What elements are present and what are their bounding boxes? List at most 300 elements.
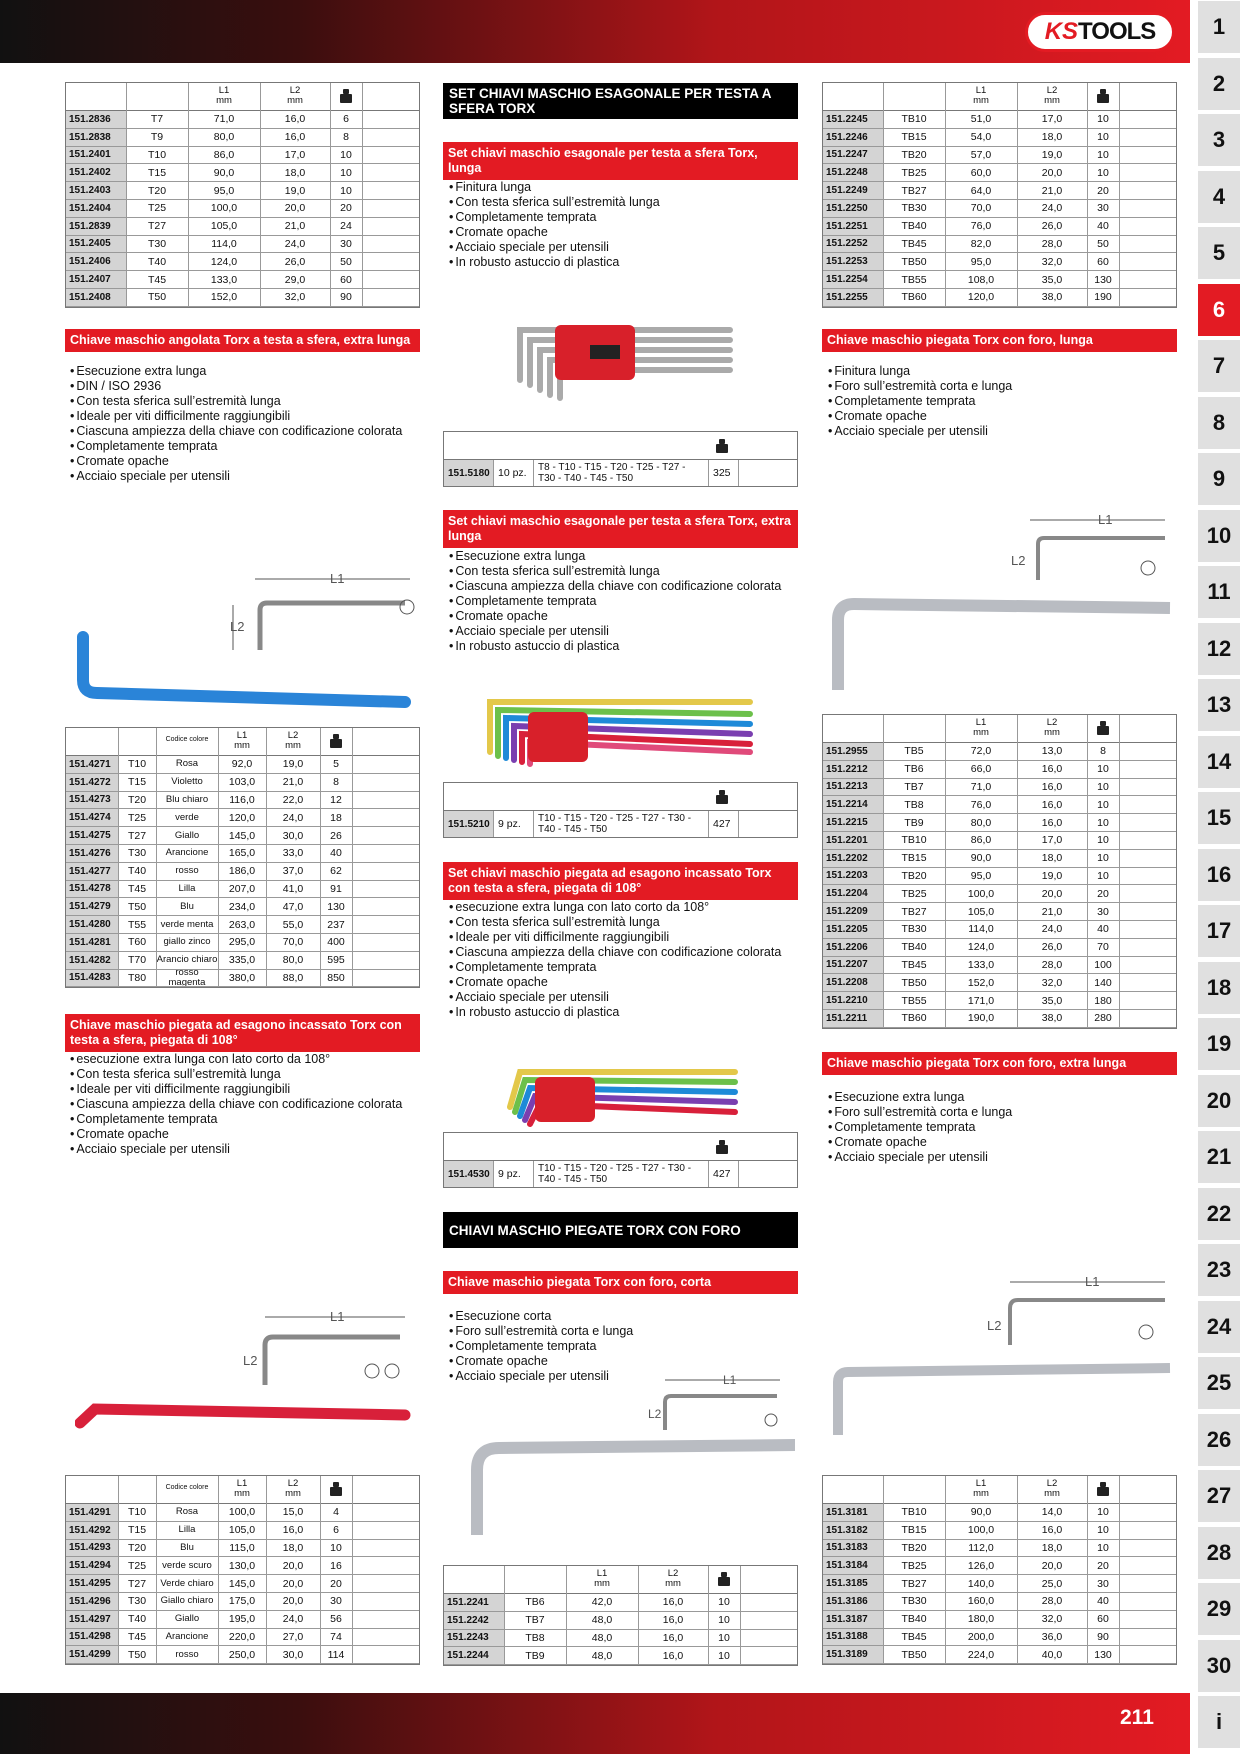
article-code: 151.2248 bbox=[823, 164, 883, 181]
cell: 32,0 bbox=[1041, 976, 1063, 989]
cell: 41,0 bbox=[282, 882, 304, 895]
article-code: 151.2245 bbox=[823, 111, 883, 128]
cell: 80,0 bbox=[970, 816, 992, 829]
cell: T20 bbox=[147, 184, 167, 197]
cell: 95,0 bbox=[970, 255, 992, 268]
cell: TB25 bbox=[901, 887, 927, 900]
article-code: 151.2206 bbox=[823, 939, 883, 956]
cell: 60 bbox=[1097, 1613, 1109, 1626]
weight-icon bbox=[1097, 1482, 1109, 1496]
cell: T27 bbox=[147, 220, 167, 233]
table-row bbox=[823, 1611, 1176, 1629]
bullet-item: • Ciascuna ampiezza della chiave con codificazione colorata bbox=[449, 579, 794, 594]
cell: 80,0 bbox=[282, 954, 304, 967]
bullet-item: • Foro sull’estremità corta e lunga bbox=[828, 379, 1173, 394]
article-code: 151.2406 bbox=[66, 253, 126, 270]
set1-weight: 325 bbox=[709, 460, 739, 486]
cell: 66,0 bbox=[970, 763, 992, 776]
cell: 32,0 bbox=[1041, 1613, 1063, 1626]
chapter-tab-9[interactable]: 9 bbox=[1198, 453, 1240, 505]
cell: 20,0 bbox=[282, 1559, 304, 1572]
table-151-4271 bbox=[65, 727, 420, 988]
article-code: 151.2252 bbox=[823, 236, 883, 253]
chapter-tab-21[interactable]: 21 bbox=[1198, 1131, 1240, 1183]
bullet-item: • Esecuzione extra lunga bbox=[449, 549, 794, 564]
cell: TB30 bbox=[901, 1595, 927, 1608]
cell: 130,0 bbox=[228, 1559, 256, 1572]
bullet-item: • esecuzione extra lunga con lato corto da 108° bbox=[449, 900, 794, 915]
table-row bbox=[823, 1629, 1176, 1647]
cell: 17,0 bbox=[1041, 834, 1063, 847]
cell: 90,0 bbox=[970, 1506, 992, 1519]
article-code: 151.2251 bbox=[823, 218, 883, 235]
article-code: 151.2255 bbox=[823, 289, 883, 306]
bullet-item: • Cromate opache bbox=[449, 609, 794, 624]
cell: TB10 bbox=[901, 834, 927, 847]
table-row bbox=[823, 182, 1176, 200]
article-code: 151.2208 bbox=[823, 974, 883, 991]
chapter-tab-6[interactable]: 6 bbox=[1198, 284, 1240, 336]
cell: 10 bbox=[718, 1596, 730, 1609]
chapter-tab-27[interactable]: 27 bbox=[1198, 1470, 1240, 1522]
cell: 112,0 bbox=[968, 1541, 994, 1554]
table-151-2245 bbox=[822, 82, 1177, 308]
chapter-tab-17[interactable]: 17 bbox=[1198, 905, 1240, 957]
table-151-2955 bbox=[822, 714, 1177, 1029]
column-divider bbox=[218, 728, 219, 987]
cell: 145,0 bbox=[228, 829, 256, 842]
cell: 60 bbox=[1097, 255, 1109, 268]
cell: 80,0 bbox=[213, 131, 235, 144]
cell: Rosa bbox=[175, 758, 199, 770]
cell: 126,0 bbox=[967, 1559, 995, 1572]
cell: T45 bbox=[127, 1630, 147, 1643]
ks-tools-logo bbox=[1025, 12, 1175, 52]
cell: Blu bbox=[180, 1541, 194, 1553]
article-code: 151.4276 bbox=[66, 845, 118, 862]
cell: Giallo bbox=[174, 829, 200, 841]
cell: TB40 bbox=[901, 220, 927, 233]
column-divider bbox=[1087, 715, 1088, 1028]
table-row bbox=[444, 1612, 797, 1630]
cell: 26,0 bbox=[284, 255, 306, 268]
set2-bullets bbox=[449, 549, 794, 654]
article-code: 151.4298 bbox=[66, 1629, 118, 1646]
cell: 10 bbox=[718, 1631, 730, 1644]
cell: 6 bbox=[343, 113, 349, 126]
label-l2: L2 bbox=[230, 619, 245, 634]
column-divider bbox=[945, 83, 946, 307]
cell: 116,0 bbox=[229, 793, 255, 806]
table-row bbox=[823, 111, 1176, 129]
cell: 60 bbox=[340, 273, 352, 286]
article-code: 151.2836 bbox=[66, 111, 126, 128]
cell: 88,0 bbox=[282, 971, 304, 984]
article-code: 151.4274 bbox=[66, 809, 118, 826]
cell: TB45 bbox=[901, 958, 927, 971]
cell: 105,0 bbox=[228, 1524, 256, 1537]
cell: T20 bbox=[127, 1541, 147, 1554]
cell: 10 bbox=[340, 148, 352, 161]
cell: 28,0 bbox=[1041, 1595, 1063, 1608]
cell: 263,0 bbox=[228, 918, 256, 931]
xlunga-title: Chiave maschio piegata Torx con foro, extra lunga bbox=[822, 1052, 1177, 1075]
header-l2: L2 mm bbox=[1044, 85, 1060, 106]
article-code: 151.2250 bbox=[823, 200, 883, 217]
cell: 237 bbox=[327, 918, 345, 931]
table-row bbox=[823, 200, 1176, 218]
cell: 234,0 bbox=[228, 900, 256, 913]
chapter-tab-24[interactable]: 24 bbox=[1198, 1301, 1240, 1353]
chapter-tab-19[interactable]: 19 bbox=[1198, 1018, 1240, 1070]
chapter-tab-28[interactable]: 28 bbox=[1198, 1527, 1240, 1579]
cell: 72,0 bbox=[970, 745, 992, 758]
cell: TB50 bbox=[901, 255, 927, 268]
cell: 86,0 bbox=[970, 834, 992, 847]
article-code: 151.4278 bbox=[66, 881, 118, 898]
cell: Blu bbox=[180, 900, 194, 912]
cell: 5 bbox=[333, 758, 339, 771]
cell: T25 bbox=[127, 1559, 147, 1572]
column-divider bbox=[352, 1476, 353, 1664]
cell: T50 bbox=[127, 1648, 147, 1661]
article-code: 151.2215 bbox=[823, 814, 883, 831]
cell: 40 bbox=[1097, 923, 1109, 936]
cell: 10 bbox=[1097, 166, 1109, 179]
table-row bbox=[66, 200, 419, 218]
set2-table bbox=[443, 782, 798, 838]
cell: 90,0 bbox=[970, 852, 992, 865]
chapter-tab-23[interactable]: 23 bbox=[1198, 1244, 1240, 1296]
cell: T45 bbox=[127, 882, 147, 895]
xlunga-key-illustration bbox=[830, 1270, 1175, 1440]
header-color: Codice colore bbox=[165, 736, 209, 743]
cell: 27,0 bbox=[282, 1630, 304, 1643]
article-code: 151.4297 bbox=[66, 1611, 118, 1628]
cell: 18,0 bbox=[1041, 852, 1063, 865]
article-code: 151.2203 bbox=[823, 868, 883, 885]
cell: 42,0 bbox=[591, 1596, 613, 1609]
bullet-item: • Completamente temprata bbox=[828, 394, 1173, 409]
article-code: 151.4271 bbox=[66, 756, 118, 773]
cell: 10 bbox=[1097, 780, 1109, 793]
cell: T10 bbox=[127, 758, 147, 771]
bullet-item: • Esecuzione extra lunga bbox=[70, 364, 420, 379]
cell: 20,0 bbox=[1041, 166, 1063, 179]
cell: 200,0 bbox=[967, 1630, 995, 1643]
column-divider bbox=[638, 1566, 639, 1665]
column-divider bbox=[1119, 83, 1120, 307]
svg-text:L1: L1 bbox=[330, 571, 345, 586]
bullet-item: • Ideale per viti difficilmente raggiungibili bbox=[70, 409, 420, 424]
bullet-item: • Cromate opache bbox=[828, 1135, 1173, 1150]
table-row bbox=[823, 743, 1176, 761]
cell: 37,0 bbox=[282, 865, 304, 878]
cell: T55 bbox=[127, 918, 147, 931]
chapter-tab-2[interactable]: 2 bbox=[1198, 58, 1240, 110]
article-code: 151.4281 bbox=[66, 934, 118, 951]
cell: 57,0 bbox=[970, 148, 992, 161]
table-151-2241 bbox=[443, 1565, 798, 1666]
cell: 165,0 bbox=[228, 847, 256, 860]
cell: 100,0 bbox=[967, 887, 995, 900]
table-row bbox=[823, 1557, 1176, 1575]
article-code: 151.2401 bbox=[66, 147, 126, 164]
table-row bbox=[444, 1594, 797, 1612]
chapter-tab-26[interactable]: 26 bbox=[1198, 1414, 1240, 1466]
table-row bbox=[823, 761, 1176, 779]
cell: 140,0 bbox=[967, 1577, 995, 1590]
cell: TB7 bbox=[904, 780, 924, 793]
set1-image bbox=[500, 300, 750, 410]
column-divider bbox=[945, 715, 946, 1028]
page-number: 211 bbox=[1120, 1706, 1154, 1729]
cell: 14,0 bbox=[1041, 1506, 1063, 1519]
cell: 48,0 bbox=[591, 1649, 613, 1662]
bullet-item: • DIN / ISO 2936 bbox=[70, 379, 420, 394]
chapter-tab-7[interactable]: 7 bbox=[1198, 340, 1240, 392]
cell: 38,0 bbox=[1041, 291, 1063, 304]
chapter-tab-13[interactable]: 13 bbox=[1198, 679, 1240, 731]
article-code: 151.2211 bbox=[823, 1010, 883, 1027]
cell: 54,0 bbox=[970, 131, 992, 144]
cell: 24 bbox=[340, 220, 352, 233]
cell: 26,0 bbox=[1041, 220, 1063, 233]
chapter-tab-3[interactable]: 3 bbox=[1198, 114, 1240, 166]
set3-weight: 427 bbox=[709, 1161, 739, 1187]
cell: T50 bbox=[127, 900, 147, 913]
table-row bbox=[823, 921, 1176, 939]
cell: TB15 bbox=[901, 131, 927, 144]
bullet-item: • In robusto astuccio di plastica bbox=[449, 255, 794, 270]
cell: Lilla bbox=[178, 882, 196, 894]
article-code: 151.3189 bbox=[823, 1646, 883, 1663]
bullet-item: • Cromate opache bbox=[70, 1127, 420, 1142]
cell: 20 bbox=[1097, 184, 1109, 197]
cell: rosso bbox=[175, 1648, 199, 1660]
cell: 10 bbox=[1097, 869, 1109, 882]
bullet-item: • Completamente temprata bbox=[828, 1120, 1173, 1135]
column-divider bbox=[883, 1476, 884, 1664]
cell: T80 bbox=[127, 971, 147, 984]
cell: 10 bbox=[1097, 798, 1109, 811]
article-code: 151.4293 bbox=[66, 1540, 118, 1557]
header-l1: L1 mm bbox=[594, 1568, 610, 1589]
cell: TB25 bbox=[901, 166, 927, 179]
cell: 76,0 bbox=[970, 220, 992, 233]
chapter-tab-1[interactable]: 1 bbox=[1198, 1, 1240, 53]
torx-key-blue-illustration bbox=[75, 565, 415, 710]
cell: 175,0 bbox=[228, 1595, 256, 1608]
cell: 48,0 bbox=[591, 1614, 613, 1627]
article-code: 151.2839 bbox=[66, 218, 126, 235]
cell: 105,0 bbox=[967, 905, 995, 918]
table-row bbox=[823, 1646, 1176, 1664]
cell: 24,0 bbox=[282, 1613, 304, 1626]
article-code: 151.3181 bbox=[823, 1504, 883, 1521]
table-row bbox=[823, 218, 1176, 236]
table-header bbox=[823, 1476, 1176, 1504]
column-divider bbox=[188, 83, 189, 307]
cell: TB60 bbox=[901, 291, 927, 304]
cell: 100,0 bbox=[967, 1524, 995, 1537]
bullet-item: • Cromate opache bbox=[449, 975, 794, 990]
cell: 195,0 bbox=[228, 1613, 256, 1626]
cell: 26 bbox=[330, 829, 342, 842]
cell: TB45 bbox=[901, 1630, 927, 1643]
cell: 115,0 bbox=[229, 1541, 255, 1554]
cell: 30 bbox=[340, 237, 352, 250]
header-l1: L1 mm bbox=[216, 85, 232, 106]
label-l2-corta: L2 bbox=[648, 1407, 662, 1421]
bullet-item: • Acciaio speciale per utensili bbox=[449, 624, 794, 639]
article-code: 151.2402 bbox=[66, 164, 126, 181]
cell: Blu chiaro bbox=[165, 793, 209, 805]
article-code: 151.2213 bbox=[823, 779, 883, 796]
chapter-tab-15[interactable]: 15 bbox=[1198, 792, 1240, 844]
cell: 133,0 bbox=[967, 958, 995, 971]
article-code: 151.3185 bbox=[823, 1575, 883, 1592]
cell: 21,0 bbox=[1041, 184, 1063, 197]
column-divider bbox=[1017, 83, 1018, 307]
cell: 47,0 bbox=[282, 900, 304, 913]
cell: 95,0 bbox=[970, 869, 992, 882]
chapter-tab-4[interactable]: 4 bbox=[1198, 171, 1240, 223]
bullet-item: • Cromate opache bbox=[70, 454, 420, 469]
set1-title: Set chiavi maschio esagonale per testa a sfera Torx, lunga bbox=[443, 142, 798, 180]
set1-bullets bbox=[449, 180, 794, 270]
cell: 152,0 bbox=[967, 976, 995, 989]
cell: 90,0 bbox=[213, 166, 235, 179]
bullets-extra-lunga bbox=[70, 364, 420, 484]
chapter-tab-10[interactable]: 10 bbox=[1198, 510, 1240, 562]
column-divider bbox=[708, 1566, 709, 1665]
chapter-tab-30[interactable]: 30 bbox=[1198, 1640, 1240, 1692]
table-row bbox=[823, 939, 1176, 957]
cell: 100,0 bbox=[228, 1506, 256, 1519]
cell: Verde chiaro bbox=[160, 1577, 214, 1589]
chapter-tab-22[interactable]: 22 bbox=[1198, 1188, 1240, 1240]
cell: 100 bbox=[1094, 958, 1112, 971]
column-divider bbox=[320, 728, 321, 987]
table-row bbox=[823, 850, 1176, 868]
bullet-item: • Acciaio speciale per utensili bbox=[70, 1142, 420, 1157]
bullet-item: • Esecuzione corta bbox=[449, 1309, 794, 1324]
article-code: 151.2243 bbox=[444, 1630, 504, 1647]
cell: 16,0 bbox=[662, 1614, 684, 1627]
cell: T30 bbox=[127, 847, 147, 860]
cell: 130 bbox=[327, 900, 345, 913]
article-code: 151.4275 bbox=[66, 827, 118, 844]
label-l2-lunga: L2 bbox=[1011, 553, 1026, 568]
label-l2-108: L2 bbox=[243, 1353, 258, 1368]
cell: 74 bbox=[330, 1630, 342, 1643]
article-code: 151.3188 bbox=[823, 1629, 883, 1646]
chapter-tab-18[interactable]: 18 bbox=[1198, 962, 1240, 1014]
chapter-tab-12[interactable]: 12 bbox=[1198, 623, 1240, 675]
cell: TB45 bbox=[901, 237, 927, 250]
cell: 22,0 bbox=[282, 793, 304, 806]
bullet-item: • Ciascuna ampiezza della chiave con codificazione colorata bbox=[70, 1097, 420, 1112]
table-row bbox=[823, 814, 1176, 832]
cell: 18,0 bbox=[282, 1541, 304, 1554]
cell: 120,0 bbox=[967, 291, 995, 304]
cell: 4 bbox=[333, 1506, 339, 1519]
cell: 55,0 bbox=[282, 918, 304, 931]
chapter-tab-5[interactable]: 5 bbox=[1198, 227, 1240, 279]
chapter-tab-25[interactable]: 25 bbox=[1198, 1357, 1240, 1409]
header-l2: L2 mm bbox=[287, 85, 303, 106]
article-code: 151.4280 bbox=[66, 916, 118, 933]
logo-tools: TOOLS bbox=[1078, 18, 1156, 45]
lunga-bullets bbox=[828, 364, 1173, 439]
cell: 40 bbox=[1097, 1595, 1109, 1608]
cell: Lilla bbox=[178, 1524, 196, 1536]
column-divider bbox=[740, 1566, 741, 1665]
cell: 28,0 bbox=[1041, 958, 1063, 971]
table-row bbox=[823, 957, 1176, 975]
cell: 190 bbox=[1094, 291, 1112, 304]
table-row bbox=[823, 1593, 1176, 1611]
cell: 20,0 bbox=[282, 1595, 304, 1608]
cell: 133,0 bbox=[210, 273, 238, 286]
cell: TB20 bbox=[901, 148, 927, 161]
cell: 20,0 bbox=[284, 202, 306, 215]
table-row bbox=[444, 1630, 797, 1648]
cell: 10 bbox=[1097, 1524, 1109, 1537]
header-l2: L2 mm bbox=[285, 1478, 301, 1499]
article-code: 151.2955 bbox=[823, 743, 883, 760]
column-divider bbox=[218, 1476, 219, 1664]
cell: 21,0 bbox=[1041, 905, 1063, 918]
article-code: 151.2249 bbox=[823, 182, 883, 199]
weight-icon bbox=[716, 790, 728, 804]
article-code: 151.3184 bbox=[823, 1557, 883, 1574]
cell: T60 bbox=[127, 936, 147, 949]
chapter-tab-20[interactable]: 20 bbox=[1198, 1075, 1240, 1127]
chapter-tab-8[interactable]: 8 bbox=[1198, 397, 1240, 449]
cell: TB7 bbox=[525, 1614, 545, 1627]
chapter-tab-16[interactable]: 16 bbox=[1198, 849, 1240, 901]
chapter-tab-i[interactable]: i bbox=[1198, 1696, 1240, 1748]
cell: 64,0 bbox=[970, 184, 992, 197]
weight-icon bbox=[340, 89, 352, 103]
table-row bbox=[66, 182, 419, 200]
cell: 10 bbox=[340, 166, 352, 179]
table-151-3181 bbox=[822, 1475, 1177, 1665]
cell: 10 bbox=[1097, 816, 1109, 829]
cell: 10 bbox=[330, 1541, 342, 1554]
chapter-tab-14[interactable]: 14 bbox=[1198, 736, 1240, 788]
cell: 18,0 bbox=[1041, 131, 1063, 144]
header-l1: L1 mm bbox=[973, 85, 989, 106]
cell: TB8 bbox=[525, 1631, 545, 1644]
weight-icon bbox=[718, 1572, 730, 1586]
cell: 20,0 bbox=[1041, 1559, 1063, 1572]
cell: T15 bbox=[127, 1524, 147, 1537]
cell: 10 bbox=[1097, 1506, 1109, 1519]
article-code: 151.3186 bbox=[823, 1593, 883, 1610]
article-code: 151.4291 bbox=[66, 1504, 118, 1521]
chapter-tab-29[interactable]: 29 bbox=[1198, 1583, 1240, 1635]
cell: T45 bbox=[147, 273, 167, 286]
chapter-tab-11[interactable]: 11 bbox=[1198, 566, 1240, 618]
column-divider bbox=[266, 728, 267, 987]
cell: 19,0 bbox=[1041, 869, 1063, 882]
cell: 295,0 bbox=[228, 936, 256, 949]
cell: 18,0 bbox=[284, 166, 306, 179]
bullet-item: • Con testa sferica sull’estremità lunga bbox=[449, 195, 794, 210]
